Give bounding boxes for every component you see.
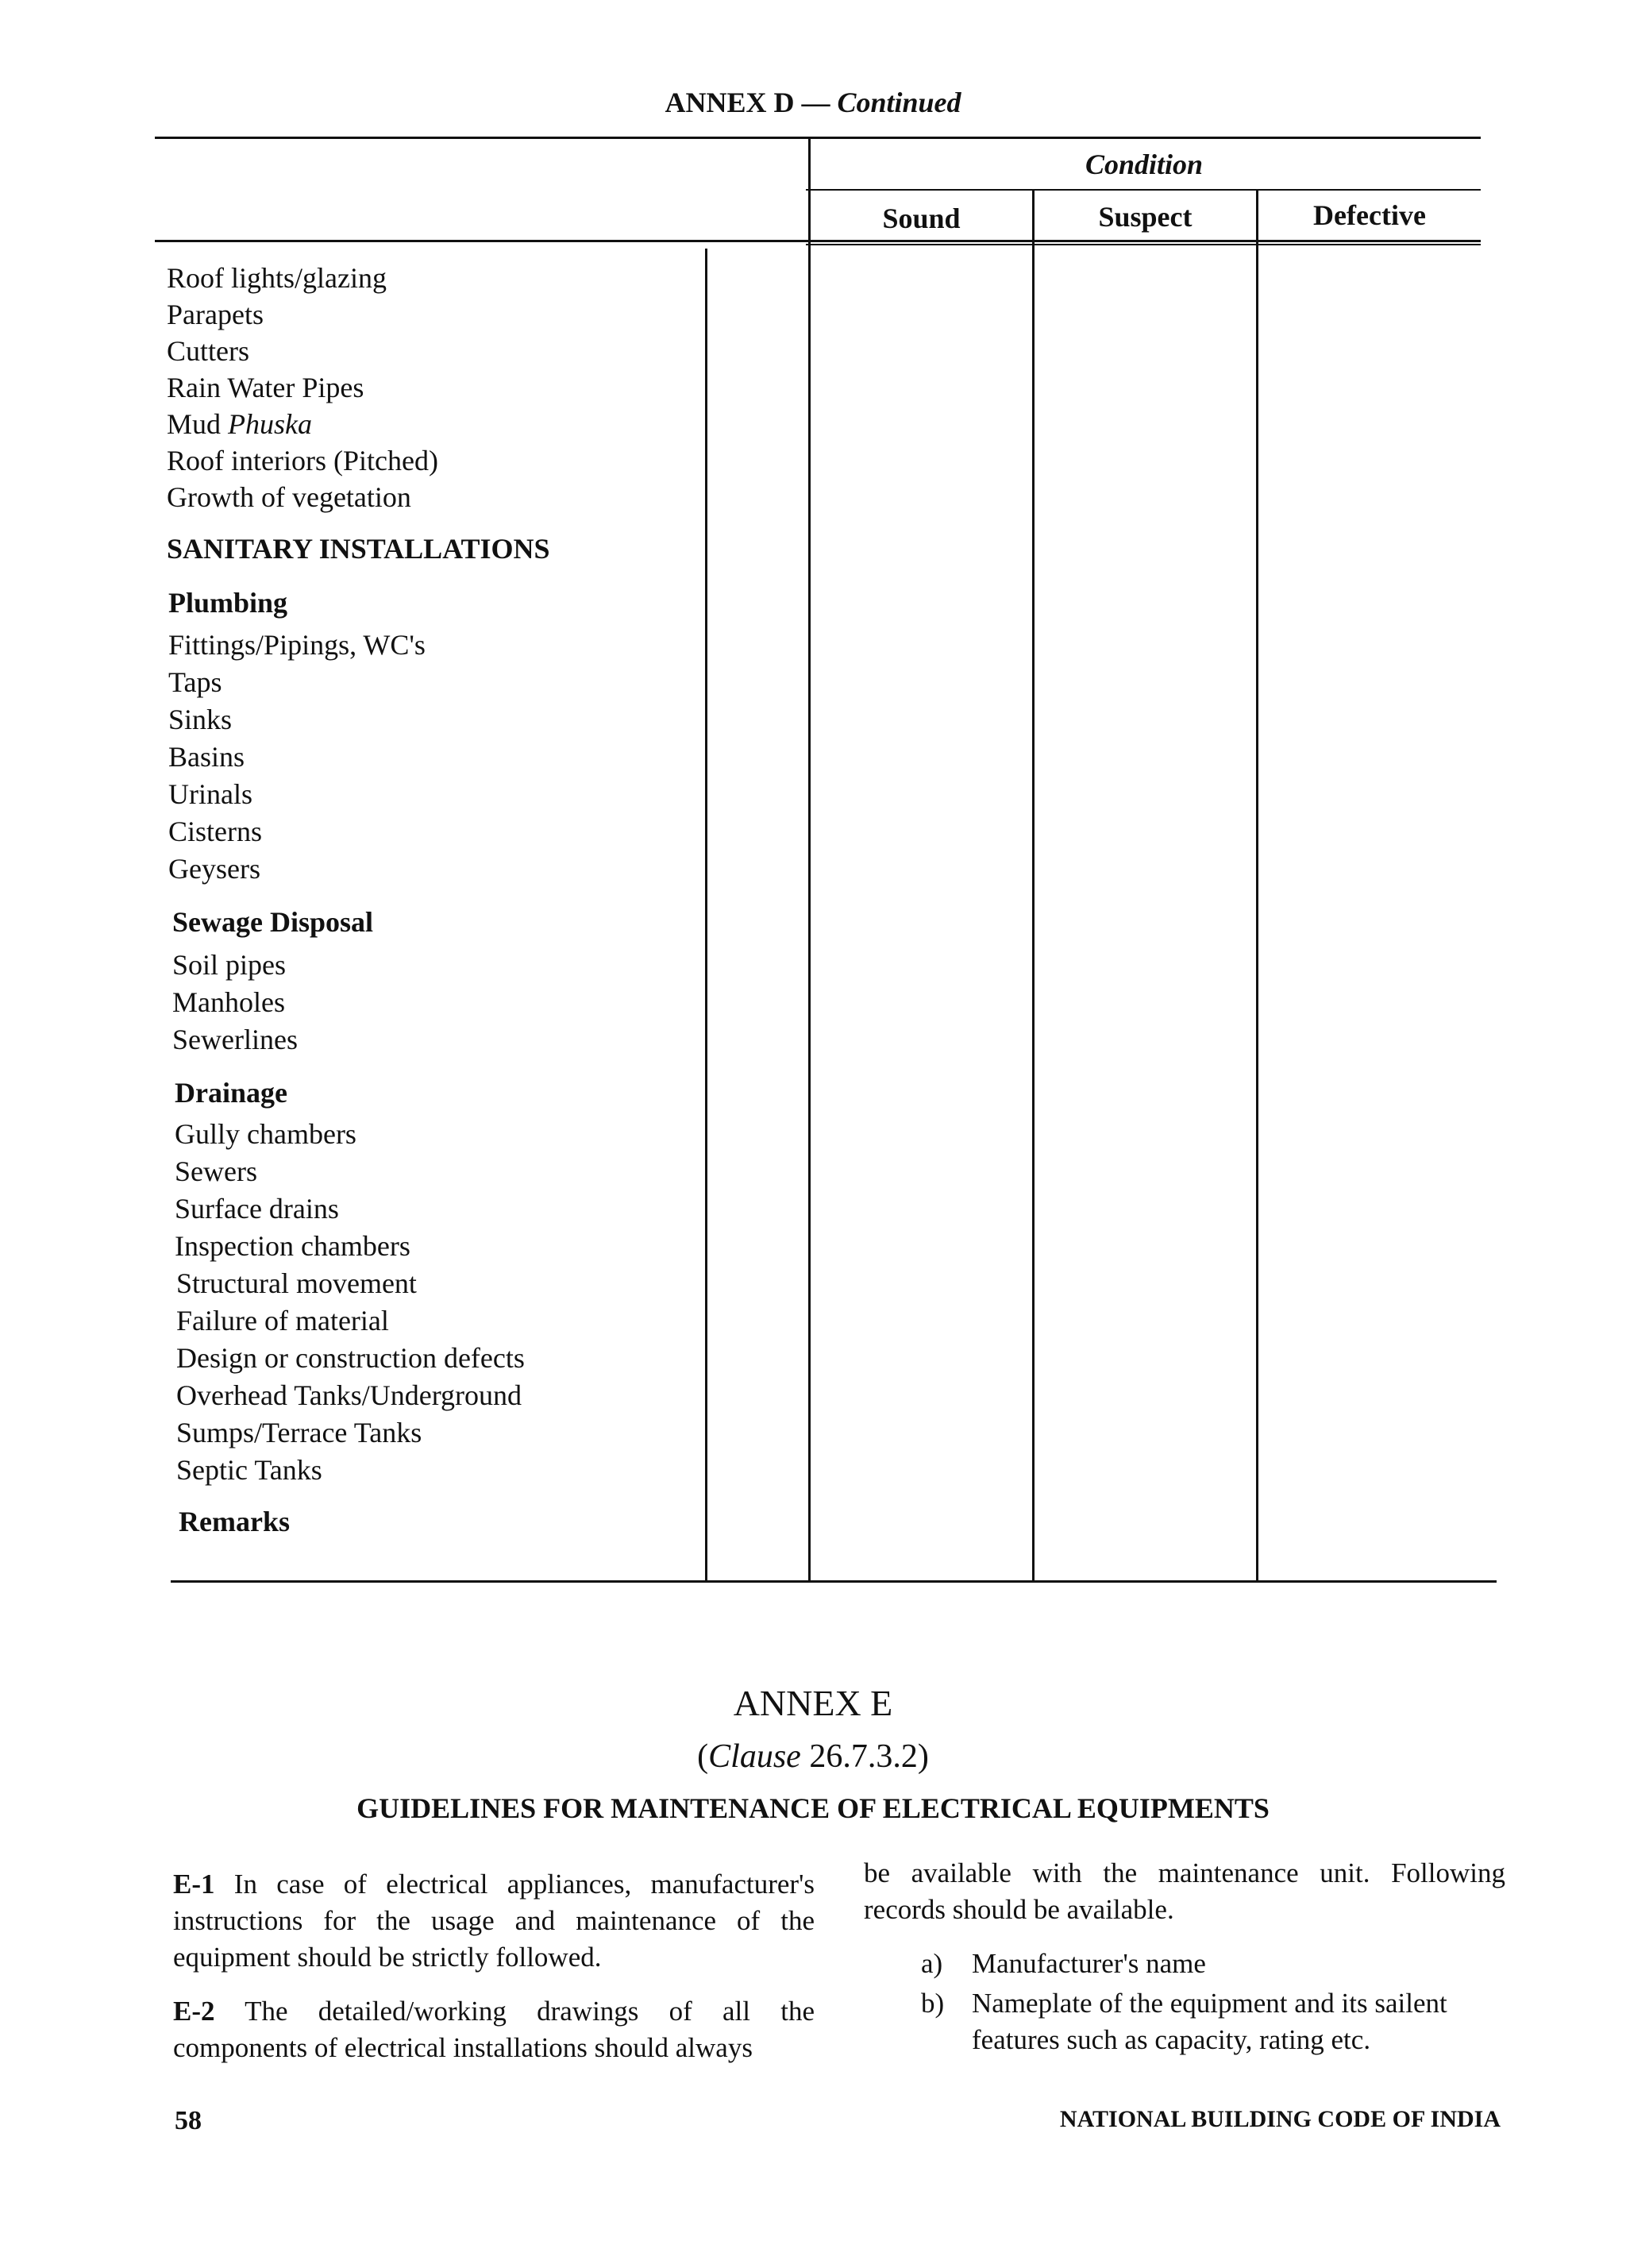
row-cutters: Cutters	[167, 335, 249, 367]
column-header-suspect: Suspect	[1098, 201, 1193, 233]
paragraph-e2: E-2 The detailed/working drawings of all the components of electrical installations should always	[173, 1996, 815, 2063]
row-remarks: Remarks	[179, 1506, 290, 1537]
e2-label: E-2	[173, 1996, 215, 2027]
row-structural-movement: Structural movement	[176, 1267, 417, 1299]
column-divider-suspect	[1032, 191, 1035, 1580]
row-manholes: Manholes	[172, 986, 285, 1018]
list-item-b: b) Nameplate of the equipment and its sailent features such as capacity, rating etc.	[921, 1985, 1508, 2058]
condition-header: Condition	[1085, 148, 1204, 180]
sub-header-rule	[806, 244, 1481, 245]
table-top-rule	[155, 137, 1481, 139]
guidelines-title: GUIDELINES FOR MAINTENANCE OF ELECTRICAL EQUIPMENTS	[356, 1792, 1270, 1824]
row-gully-chambers: Gully chambers	[175, 1118, 356, 1150]
continued-label: Continued	[837, 87, 961, 118]
column-header-sound: Sound	[882, 202, 961, 234]
subsection-plumbing: Plumbing	[168, 587, 288, 619]
condition-rule	[806, 189, 1481, 191]
row-basins: Basins	[168, 741, 245, 773]
column-header-defective: Defective	[1313, 199, 1426, 231]
row-surface-drains: Surface drains	[175, 1193, 339, 1225]
row-cisterns: Cisterns	[168, 816, 263, 847]
annex-label: ANNEX D	[665, 87, 795, 118]
row-failure-of-material: Failure of material	[176, 1305, 389, 1336]
column-divider-sound	[808, 139, 811, 1580]
row-rain-water-pipes: Rain Water Pipes	[167, 372, 364, 403]
list-marker-b: b)	[921, 1988, 945, 2019]
row-mud-phuska: Mud Phuska	[167, 408, 312, 440]
row-growth-of-vegetation: Growth of vegetation	[167, 481, 411, 513]
subsection-drainage: Drainage	[175, 1077, 287, 1109]
annex-e-title: ANNEX E	[733, 1683, 893, 1723]
row-taps: Taps	[168, 666, 222, 698]
header-bottom-rule	[155, 240, 1481, 242]
row-overhead-tanks: Overhead Tanks/Underground	[176, 1379, 522, 1411]
row-parapets: Parapets	[167, 299, 264, 330]
paragraph-right: be available with the maintenance unit. Following records should be available.	[864, 1857, 1505, 1925]
subsection-sewage-disposal: Sewage Disposal	[172, 906, 374, 938]
table-bottom-rule	[171, 1580, 1497, 1583]
row-sewers: Sewers	[175, 1155, 257, 1187]
row-fittings-pipings: Fittings/Pipings, WC's	[168, 629, 426, 661]
row-sinks: Sinks	[168, 704, 233, 735]
row-roof-interiors: Roof interiors (Pitched)	[167, 445, 438, 476]
row-design-defects: Design or construction defects	[176, 1342, 525, 1374]
e1-label: E-1	[173, 1869, 215, 1900]
page-header	[0, 86, 1626, 119]
row-septic-tanks: Septic Tanks	[176, 1454, 322, 1486]
column-divider-defective	[1256, 191, 1258, 1580]
row-urinals: Urinals	[168, 778, 252, 810]
header-dash: —	[801, 87, 830, 118]
row-roof-lights: Roof lights/glazing	[167, 262, 387, 294]
row-sewerlines: Sewerlines	[172, 1024, 298, 1055]
paragraph-e1: E-1 In case of electrical appliances, manufacturer's instructions for the usage and maintenance of the equipment should be strictly followed.	[173, 1869, 815, 1973]
publication-title: NATIONAL BUILDING CODE OF INDIA	[1059, 2106, 1501, 2132]
annex-e-clause: (Clause 26.7.3.2)	[697, 1738, 929, 1775]
row-sumps-terrace-tanks: Sumps/Terrace Tanks	[176, 1417, 422, 1448]
row-geysers: Geysers	[168, 853, 260, 885]
page-number: 58	[175, 2106, 202, 2135]
section-sanitary-installations: SANITARY INSTALLATIONS	[167, 533, 550, 565]
row-inspection-chambers: Inspection chambers	[175, 1230, 410, 1262]
row-soil-pipes: Soil pipes	[172, 949, 287, 981]
list-item-a: a) Manufacturer's name	[921, 1946, 1508, 1982]
list-marker-a: a)	[921, 1948, 943, 1979]
column-divider-label	[705, 249, 707, 1580]
